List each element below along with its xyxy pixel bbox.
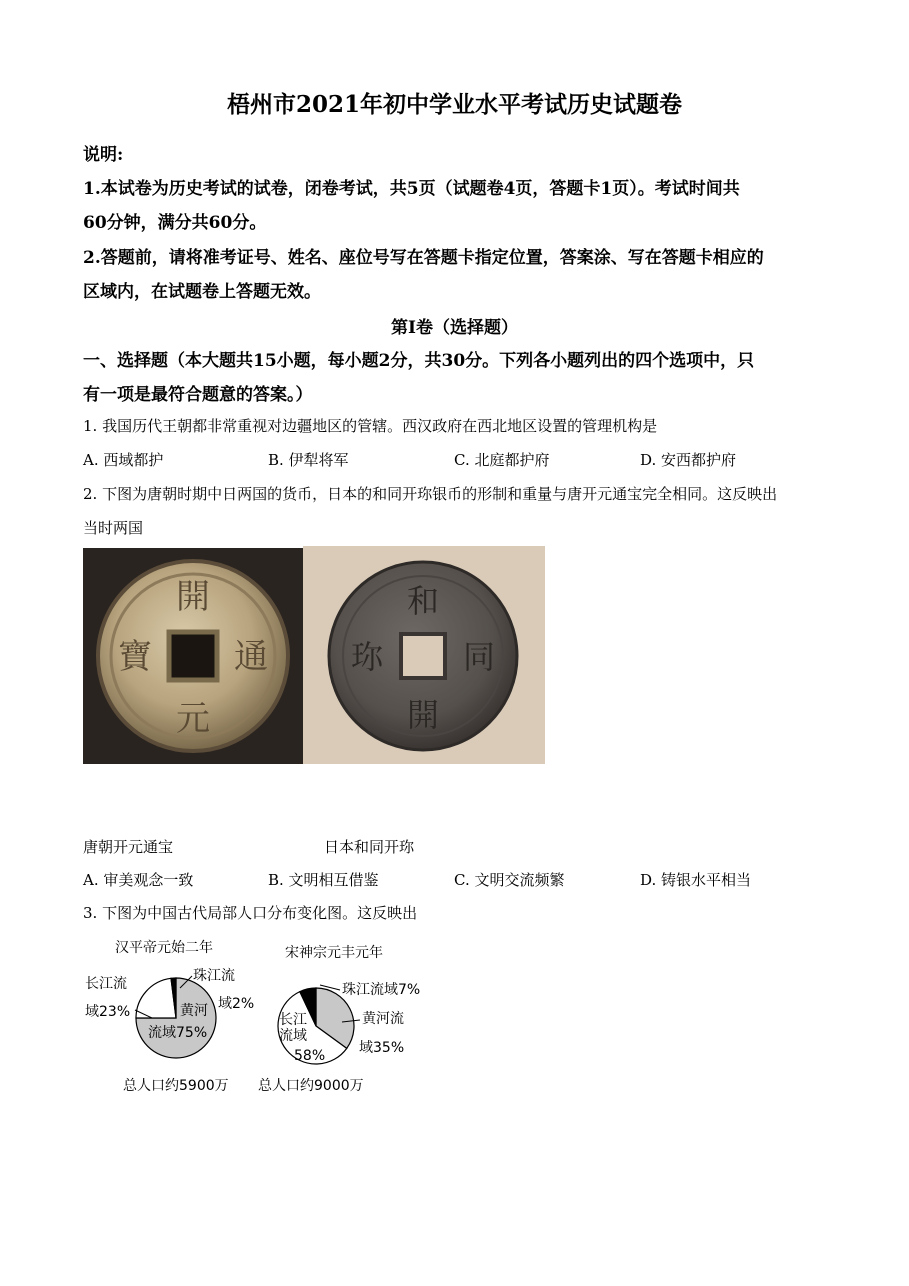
chart2-label-yangtze-b: 流域 [279, 1028, 307, 1044]
part-title: 第I卷（选择题） [391, 318, 518, 338]
instruction-1-line1: 1.本试卷为历史考试的试卷，闭卷考试，共5页（试题卷4页，答题卡1页）。考试时间共 [83, 179, 740, 199]
chart1-slice-yangtze [136, 978, 176, 1018]
section-heading-line2: 有一项是最符合题意的答案。） [83, 385, 313, 405]
coin-char-left: 珎 [350, 638, 384, 676]
q1-option-c: C. 北庭都护府 [454, 451, 550, 469]
chart2-label-huanghe-a: 黄河流 [362, 1011, 404, 1027]
chart2-label-yangtze-a: 长江 [279, 1012, 307, 1028]
kaiyuan-tongbao-coin-image [83, 548, 303, 764]
chart1-label-huanghe-b: 流域75% [148, 1025, 208, 1041]
coin-char-left: 寶 [118, 637, 152, 677]
chart1-label-huanghe-a: 黄河 [180, 1003, 208, 1019]
chart2-label-huanghe-b: 域35% [359, 1040, 405, 1056]
coin-char-right: 通 [234, 637, 268, 677]
q1-option-b: B. 伊犁将军 [268, 451, 349, 469]
question-1-stem: 1. 我国历代王朝都非常重视对边疆地区的管辖。西汉政府在西北地区设置的管理机构是 [83, 417, 658, 435]
caption-wado: 日本和同开珎 [324, 838, 415, 856]
wado-kaichin-coin-image [303, 546, 545, 764]
chart1-label-yangtze-a: 长江流 [85, 976, 127, 992]
coin-char-bottom: 開 [406, 696, 440, 734]
chart1-label-yangtze-b: 域23% [85, 1004, 131, 1020]
coin-char-top: 開 [176, 577, 210, 617]
chart2-label-yangtze-c: 58% [294, 1048, 326, 1064]
chart2-label-zhujiang: 珠江流域7% [342, 982, 421, 998]
question-2-stem-line2: 当时两国 [83, 519, 144, 537]
q2-option-b: B. 文明相互借鉴 [268, 871, 379, 889]
page-title: 梧州市2021年初中学业水平考试历史试题卷 [226, 91, 682, 118]
population-pie-charts [80, 930, 440, 1100]
q2-option-c: C. 文明交流频繁 [454, 871, 565, 889]
section-heading-line1: 一、选择题（本大题共15小题，每小题2分，共30分。下列各小题列出的四个选项中，只 [83, 351, 755, 371]
chart1-total: 总人口约5900万 [123, 1078, 229, 1094]
chart2-total: 总人口约9000万 [258, 1078, 364, 1094]
question-3-stem: 3. 下图为中国古代局部人口分布变化图。这反映出 [83, 904, 418, 922]
q1-option-a: A. 西域都护 [83, 451, 164, 469]
instruction-2-line1: 2.答题前，请将准考证号、姓名、座位号写在答题卡指定位置，答案涂、写在答题卡相应的 [83, 248, 764, 268]
instruction-1-line2: 60分钟，满分共60分。 [83, 213, 267, 233]
q1-option-d: D. 安西都护府 [640, 451, 737, 469]
question-2-stem-line1: 2. 下图为唐朝时期中日两国的货币，日本的和同开珎银币的形制和重量与唐开元通宝完全相同。这反映出 [83, 485, 778, 503]
q2-option-d: D. 铸银水平相当 [640, 871, 752, 889]
chart1-title: 汉平帝元始二年 [115, 940, 213, 956]
caption-kaiyuan: 唐朝开元通宝 [83, 838, 174, 856]
q2-option-a: A. 审美观念一致 [83, 871, 194, 889]
chart2-title: 宋神宗元丰元年 [285, 945, 383, 961]
instructions-heading: 说明: [83, 145, 124, 165]
coin-char-bottom: 元 [176, 699, 210, 739]
chart1-label-zhujiang-b: 域2% [218, 996, 255, 1012]
coin-char-right: 同 [462, 638, 496, 676]
chart1-label-zhujiang-a: 珠江流 [193, 968, 235, 984]
coin-char-top: 和 [406, 582, 440, 620]
instruction-2-line2: 区域内，在试题卷上答题无效。 [83, 282, 321, 302]
